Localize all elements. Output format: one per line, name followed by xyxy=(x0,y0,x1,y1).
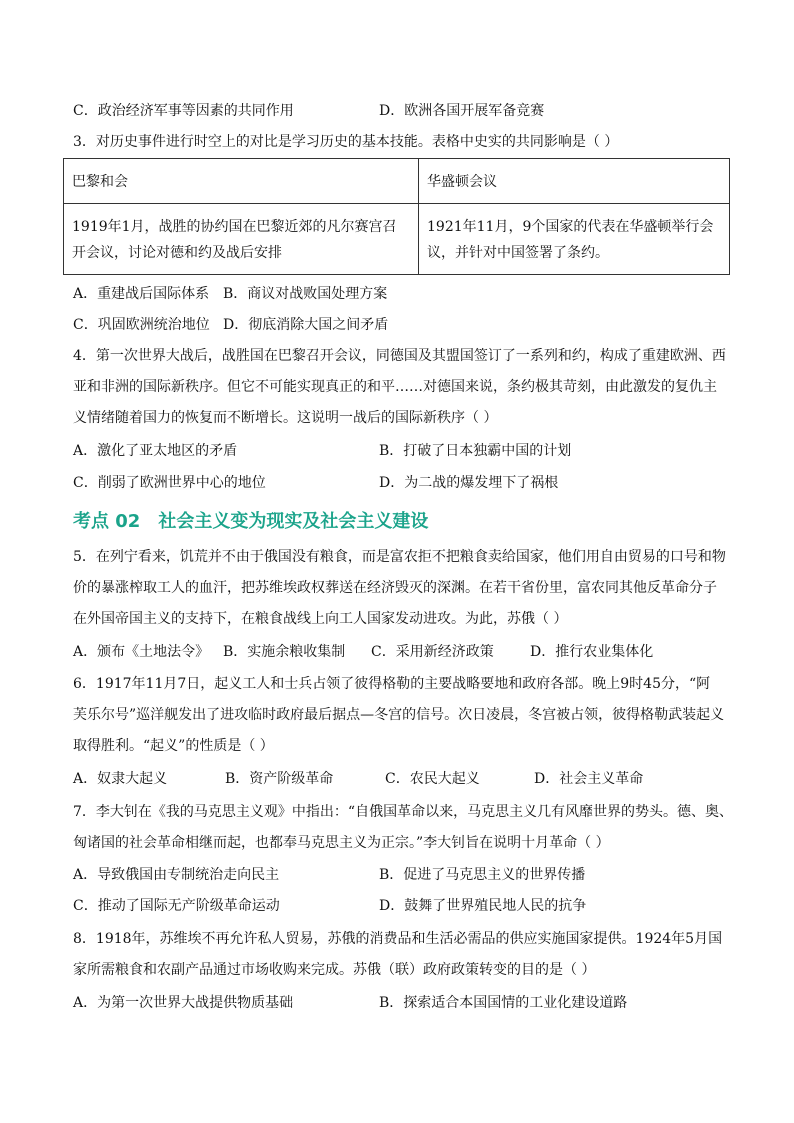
section-number: 考点 02 xyxy=(73,511,141,532)
q4-stem-line1: 4．第一次世界大战后，战胜国在巴黎召开会议，同德国及其盟国签订了一系列和约，构成了重建欧洲、西 xyxy=(73,348,726,364)
q4-option-b[interactable]: B．打破了日本独霸中国的计划 xyxy=(379,443,572,459)
q4-stem-line2: 亚和非洲的国际新秩序。但它不可能实现真正的和平……对德国来说，条约极其苛刻，由此激发的复仇主 xyxy=(73,379,717,395)
q8-stem-line2: 家所需粮食和农副产品通过市场收购来完成。苏俄（联）政府政策转变的目的是（ ） xyxy=(73,962,596,978)
q5-option-c[interactable]: C．采用新经济政策 xyxy=(371,644,494,660)
table-header-cell: 巴黎和会 xyxy=(64,159,419,204)
q5-stem-line3: 在外国帝国主义的支持下，在粮食战线上向工人国家发动进攻。为此，苏俄（ ） xyxy=(73,611,568,627)
q5-option-d[interactable]: D．推行农业集体化 xyxy=(530,644,654,660)
q4-option-a[interactable]: A．激化了亚太地区的矛盾 xyxy=(73,443,238,459)
q6-option-d[interactable]: D．社会主义革命 xyxy=(534,771,644,787)
q2-option-d[interactable]: D．欧洲各国开展军备竞赛 xyxy=(379,103,545,119)
q8-stem-line1: 8．1918年，苏维埃不再允许私人贸易，苏俄的消费品和生活必需品的供应实施国家提供。1924年5月国 xyxy=(73,931,723,947)
q6-option-a[interactable]: A．奴隶大起义 xyxy=(73,771,168,787)
q7-option-b[interactable]: B．促进了马克思主义的世界传播 xyxy=(379,867,586,883)
q4-option-c[interactable]: C．削弱了欧洲世界中心的地位 xyxy=(73,475,266,491)
section-heading xyxy=(73,510,428,534)
table-header-row xyxy=(64,159,730,204)
q4-stem-line3: 义情绪随着国力的恢复而不断增长。这说明一战后的国际新秩序（ ） xyxy=(73,410,498,426)
q4-option-d[interactable]: D．为二战的爆发埋下了祸根 xyxy=(379,475,559,491)
q2-option-c[interactable]: C．政治经济军事等因素的共同作用 xyxy=(73,103,294,119)
section-title: 社会主义变为现实及社会主义建设 xyxy=(158,511,429,532)
table-cell: 1919年1月，战胜的协约国在巴黎近郊的凡尔赛宫召开会议，讨论对德和约及战后安排 xyxy=(64,204,419,275)
q3-stem: 3．对历史事件进行时空上的对比是学习历史的基本技能。表格中史实的共同影响是（ ） xyxy=(73,134,619,150)
q6-stem-line2: 芙乐尔号”巡洋舰发出了进攻临时政府最后据点—冬宫的信号。次日凌晨，冬宫被占领，彼得格勒武装起义 xyxy=(73,707,725,723)
q7-option-c[interactable]: C．推动了国际无产阶级革命运动 xyxy=(73,898,280,914)
q8-option-b[interactable]: B．探索适合本国国情的工业化建设道路 xyxy=(379,995,628,1011)
q7-option-a[interactable]: A．导致俄国由专制统治走向民主 xyxy=(73,867,280,883)
q3-option-a[interactable]: A．重建战后国际体系 xyxy=(73,286,210,302)
q3-option-d[interactable]: D．彻底消除大国之间矛盾 xyxy=(223,317,389,333)
q5-stem-line1: 5．在列宁看来，饥荒并不由于俄国没有粮食，而是富农拒不把粮食卖给国家，他们用自由贸易的口号和物 xyxy=(73,549,726,565)
q5-stem-line2: 价的暴涨榨取工人的血汗，把苏维埃政权葬送在经济毁灭的深渊。在若干省份里，富农同其他反革命分子 xyxy=(73,580,717,596)
q5-option-a[interactable]: A．颁布《土地法令》 xyxy=(73,644,210,660)
table-header-cell: 华盛顿会议 xyxy=(419,159,730,204)
q7-option-d[interactable]: D．鼓舞了世界殖民地人民的抗争 xyxy=(379,898,587,914)
table-cell: 1921年11月，9个国家的代表在华盛顿举行会议，并针对中国签署了条约。 xyxy=(419,204,730,275)
q8-option-a[interactable]: A．为第一次世界大战提供物质基础 xyxy=(73,995,294,1011)
q7-stem-line2: 匈诸国的社会革命相继而起，也都奉马克思主义为正宗。”李大钊旨在说明十月革命（ ） xyxy=(73,835,610,851)
q3-option-b[interactable]: B．商议对战败国处理方案 xyxy=(223,286,388,302)
q6-option-b[interactable]: B．资产阶级革命 xyxy=(225,771,334,787)
table-row xyxy=(64,204,730,275)
q6-option-c[interactable]: C．农民大起义 xyxy=(385,771,480,787)
q7-stem-line1: 7．李大钊在《我的马克思主义观》中指出：“自俄国革命以来，马克思主义几有风靡世界的势头。德、奥、 xyxy=(73,804,734,820)
q3-option-c[interactable]: C．巩固欧洲统治地位 xyxy=(73,317,210,333)
q5-option-b[interactable]: B．实施余粮收集制 xyxy=(223,644,346,660)
q6-stem-line1: 6．1917年11月7日，起义工人和士兵占领了彼得格勒的主要战略要地和政府各部。晚上9时45分，“阿 xyxy=(73,676,711,692)
q6-stem-line3: 取得胜利。“起义”的性质是（ ） xyxy=(73,738,274,754)
q3-comparison-table xyxy=(63,158,730,275)
